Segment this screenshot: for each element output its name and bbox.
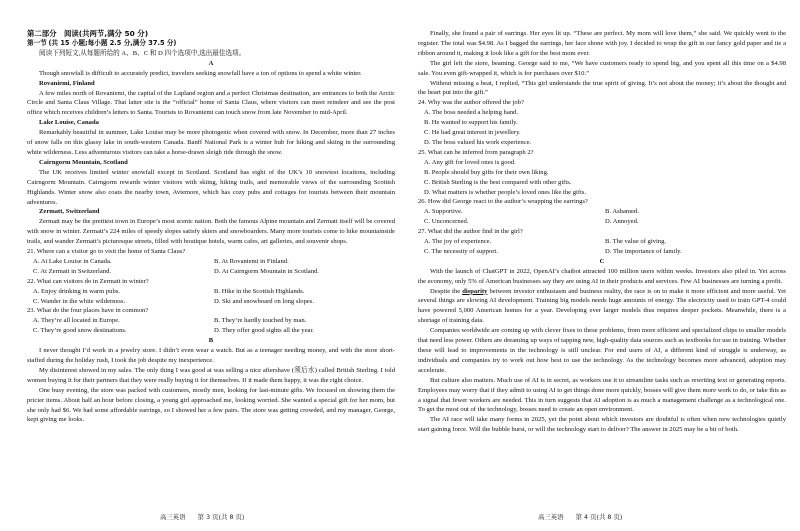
option-26-b: B. Ashamed. bbox=[605, 208, 639, 216]
option-25-d: D. What matters is whether people’s loved ones like the gifts. bbox=[424, 188, 587, 196]
option-27-d: D. The importance of family. bbox=[605, 247, 682, 255]
option-27-c: C. The necessity of support. bbox=[424, 247, 498, 255]
passage-c-paragraph-2 bbox=[418, 287, 786, 327]
option-22-a: A. Enjoy drinking in warm pubs. bbox=[33, 287, 120, 295]
question-26-options bbox=[418, 207, 786, 227]
option-21-a: A. At Lake Louise in Canada. bbox=[33, 257, 112, 265]
passage-c-label: C bbox=[599, 257, 605, 265]
question-21: 21. Where can a visitor go to visit the home of Santa Claus? bbox=[27, 248, 186, 256]
right-column bbox=[418, 29, 786, 507]
option-22-b: B. Hike in the Scottish Highlands. bbox=[214, 287, 305, 295]
passage-c-paragraph-1: With the launch of ChatGPT in 2022, OpenAI’s chatbot attracted 100 million users within weeks. Investors also piled in. Yet across the economy, only 5% of American businesses say they are using AI in their products and services. Few AI businesses are turning a profit. bbox=[418, 267, 786, 285]
question-23: 23. What do the four places have in common? bbox=[27, 307, 149, 315]
option-27-b: B. The value of giving. bbox=[605, 238, 667, 246]
passage-b-paragraph-5: The girl left the store, beaming. George said to me, “We have customers ready to spend big, and you spent all this time on a $4.98 sale. You even gift-wrapped it, which is for purchases over $10.” bbox=[418, 59, 786, 77]
passage-b-paragraph-3: One busy evening, the store was packed with customers, mostly men, looking for last-minute gifts. We focused on showing them the pricier items. About half an hour before closing, a young girl approached me, looking worried. She wanted a special gift for her mom, but she only had $6. We had some affordable earrings, so I showed her a few pairs. The store was getting crowded, and my manager, George, kept giving me looks. bbox=[27, 386, 395, 424]
option-23-a: A. They’re all located in Europe. bbox=[33, 317, 120, 325]
option-25-a: A. Any gift for loved ones is good. bbox=[424, 158, 516, 166]
option-23-b: B. They’re hardly touched by man. bbox=[214, 317, 307, 325]
option-27-a: A. The joy of experience. bbox=[424, 238, 492, 246]
option-21-d: D. At Cairngorm Mountain in Scotland. bbox=[214, 267, 319, 275]
passage-a-label: A bbox=[208, 59, 214, 67]
heading-rovaniemi: Rovaniemi, Finland bbox=[39, 79, 95, 87]
passage-c-paragraph-5: The AI race will take many forms in 2025, yet the point about which investors are doubtful is often when new technologies quietly start gaining force. Will the bubble burst, or will the technology start to deliver? The answer in 2025 may be a bit of both. bbox=[418, 416, 786, 434]
passage-b-label: B bbox=[208, 337, 214, 345]
footer-left-subject: 高三英语 bbox=[160, 513, 186, 521]
instruction: 阅读下列短文,从每题所给的 A、B、C 和 D 四个选项中,选出最佳选项。 bbox=[39, 49, 246, 57]
passage-c-paragraph-4: But culture also matters. Much use of AI is in secret, as workers use it to streamline tasks such as rewriting text or generating reports. Employees may worry that if they admit to using AI to get things done more quickly, bosses will give them more work to do, or take this as a signal that fewer workers are needed. This in turn suggests that AI adoption is as much a management challenge as a technological one. To get the most out of the technology, bosses need to create an open environment. bbox=[418, 376, 786, 414]
question-25-options bbox=[418, 158, 786, 198]
part-heading: 第二部分 阅读(共两节,满分 50 分) bbox=[27, 29, 149, 38]
question-27-options bbox=[418, 237, 786, 257]
option-21-b: B. At Rovaniemi in Finland. bbox=[214, 257, 289, 265]
option-24-d: D. The boss valued his work experience. bbox=[424, 138, 532, 146]
paragraph-cairngorm: The UK receives limited winter snowfall except in Scotland. Scotland has eight of the UK’s 10 snowiest locations, including Cairngorm Mountain. Cairngorm rewards winter visitors with skiing, hiking trails, and memorable views of the surrounding Scottish Highlands. Winter snow also coats the nearby town, Aviemore, which has cozy pubs and cottages for tourists between their mountain adventures. bbox=[27, 168, 395, 206]
footer-left-page: 第 3 页(共 8 页) bbox=[197, 513, 245, 521]
question-22-options bbox=[27, 287, 395, 307]
option-24-c: C. He had great interest in jewellery. bbox=[424, 129, 521, 137]
paragraph-lake-louise: Remarkably beautiful in summer, Lake Louise may be more photogenic when covered with snow. In December, more than 27 inches of snow falls on this glassy lake in south-western Canada. Banff National Park is a winter hub for hiking and skiing in the surrounding white wilderness. Less adventurous visitors can take a horse-drawn sleigh ride through the snow. bbox=[27, 129, 395, 156]
option-23-c: C. They’re good snow destinations. bbox=[33, 327, 127, 335]
section-heading-line bbox=[27, 39, 395, 49]
heading-cairngorm: Cairngorm Mountain, Scotland bbox=[39, 158, 128, 166]
passage-b-paragraph-4: Finally, she found a pair of earrings. Her eyes lit up. “These are perfect. My mom will love them,” she said. We quickly went to the register. The total was $4.98. As I bagged the earrings, her face shone with joy. I decided to wrap the gift in our fancy gold paper and tie a ribbon around it, making it look like a gift for the best mom ever. bbox=[418, 30, 786, 57]
footer-left bbox=[160, 512, 254, 521]
question-27: 27. What did the author find in the girl? bbox=[418, 228, 523, 236]
option-25-c: C. British Sterling is the best compared with other gifts. bbox=[424, 178, 572, 186]
paragraph-2-lead: Despite the bbox=[430, 287, 461, 295]
section-heading: 第一节 bbox=[27, 39, 47, 47]
question-23-options bbox=[27, 316, 395, 336]
passage-c-paragraph-3: Companies worldwide are coming up with clever fixes to these problems, from more efficient and specialized chips to smaller models that need less power. Others are dreaming up ways of tapping new, high-quality data sources such as textbooks for use in training. Whether these will lead to improvements in the technology is still unclear. For end users of AI, a different kind of struggle is underway, as individuals and companies try to work out how best to use the technology. As the technology becomes more advanced, adoption may accelerate. bbox=[418, 327, 786, 374]
heading-zermatt: Zermatt, Switzerland bbox=[39, 208, 100, 216]
option-26-c: C. Unconcerned. bbox=[424, 218, 469, 226]
option-24-a: A. The boss needed a helping hand. bbox=[424, 109, 518, 117]
paragraph-rovaniemi: A few miles north of Rovaniemi, the capital of the Lapland region and a perfect Christmas destination, are entrances to both the Arctic Circle and Santa Claus Village. That latter site is the “official” home of Santa Claus, where visitors can meet reindeer and see the post office which receives children’s letters to Santa. Tourists to Rovaniemi can touch snow from late November to mid-April. bbox=[27, 89, 395, 117]
question-24-options bbox=[418, 108, 786, 148]
footer-right-subject: 高三英语 bbox=[538, 513, 564, 521]
footer-right bbox=[538, 512, 632, 521]
question-25: 25. What can be inferred from paragraph 2? bbox=[418, 148, 534, 156]
option-26-a: A. Supportive. bbox=[424, 208, 463, 216]
passage-b-paragraph-6: Without missing a beat, I replied, “This girl understands the true spirit of giving. It’s not about the money; it’s about the thought and the heart put into the gift.” bbox=[418, 79, 786, 97]
question-24: 24. Why was the author offered the job? bbox=[418, 99, 524, 107]
paragraph-zermatt: Zermatt may be the prettiest town in Europe’s most scenic nation. Both the famous Alpine mountain and Zermatt itself will be covered with snow in winter. Zermatt’s 224 miles of speedy slopes satisfy skiers and snowboarders. Many more tourists come to hike mountainside trails, and wander Zermatt’s picturesque streets, filled with boutique hotels, warm cafes, art galleries, and souvenir shops. bbox=[27, 218, 395, 246]
question-22: 22. What can visitors do in Zermatt in winter? bbox=[27, 277, 149, 285]
passage-b-paragraph-2: My disinterest showed in my sales. The only thing I was good at was selling a nice aftershave (须后水) called British Sterling. I told women buying it for their partners that they were really buying it for themselves. If it made them happy, it was the right choice. bbox=[27, 366, 395, 384]
question-26: 26. How did George react to the author’s wrapping the earrings? bbox=[418, 198, 588, 206]
heading-lake-louise: Lake Louise, Canada bbox=[39, 119, 99, 127]
underlined-word-disparity: disparity bbox=[462, 287, 488, 295]
passage-b-paragraph-1: I never thought I’d work in a jewelry store. I didn’t even wear a watch. But as a teenager needing money, and with the store short-staffed during the holiday rush, I took the job despite my inexperience. bbox=[27, 347, 395, 364]
passage-a-intro: Though snowfall is difficult to accurately predict, travelers seeking snowfall have a ton of options to spend a white winter. bbox=[39, 69, 362, 77]
option-23-d: D. They offer good sights all the year. bbox=[214, 327, 314, 335]
option-26-d: D. Annoyed. bbox=[605, 218, 639, 226]
option-25-b: B. People should buy gifts for their own liking. bbox=[424, 168, 549, 176]
left-column bbox=[27, 29, 395, 507]
option-21-c: C. At Zermatt in Switzerland. bbox=[33, 267, 112, 275]
option-24-b: B. He wanted to support his family. bbox=[424, 119, 518, 127]
question-21-options bbox=[27, 257, 395, 277]
paragraph-2-rest: between investor enthusiasm and business reality, the race is on to make it more efficient and more useful. Yet several things are slowing AI development. Training big models needs huge amounts of energy. The electricity used to train GPT-4 could have powered 5,000 American homes for a year. Developing ever larger models thus requires deeper pockets. Meanwhile, there is a shortage of training data. bbox=[418, 287, 786, 325]
option-22-c: C. Wander in the white wilderness. bbox=[33, 297, 126, 305]
footer-right-page: 第 4 页(共 8 页) bbox=[575, 513, 623, 521]
option-22-d: D. Ski and snowboard on long slopes. bbox=[214, 297, 315, 305]
section-rule: (共 15 小题;每小题 2.5 分,满分 37.5 分) bbox=[48, 39, 177, 47]
